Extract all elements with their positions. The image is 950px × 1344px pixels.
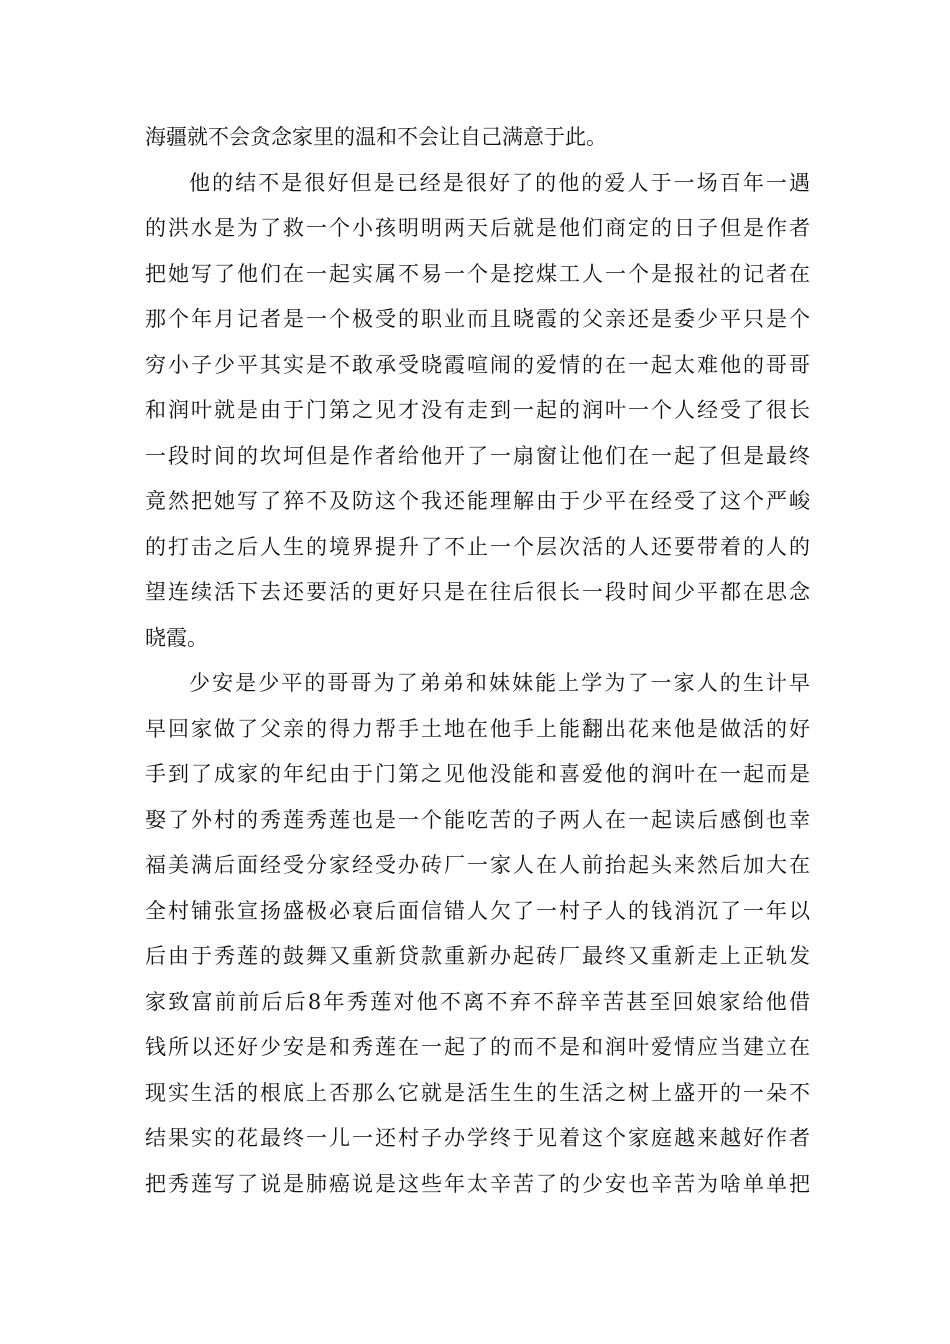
text-line: 一段时间的坎坷但是作者给他开了一扇窗让他们在一起了但是最终 [145,443,810,468]
body-text [145,115,810,1207]
text-line: 望连续活下去还要活的更好只是在往后很长一段时间少平都在思念 [145,580,810,604]
text-line: 娶了外村的秀莲秀莲也是一个能吃苦的子两人在一起读后感倒也幸 [145,807,810,832]
text-line: 竟然把她写了猝不及防这个我还能理解由于少平在经受了这个严峻 [145,489,810,513]
text-line: 把她写了他们在一起实属不易一个是挖煤工人一个是报社的记者在 [145,261,810,286]
text-line: 和润叶就是由于门第之见才没有走到一起的润叶一个人经受了很长 [145,398,810,422]
text-line: 早回家做了父亲的得力帮手土地在他手上能翻出花来他是做活的好 [145,716,810,741]
text-line: 现实生活的根底上否那么它就是活生生的生活之树上盛开的一朵不 [145,1080,810,1105]
text-line: 结果实的花最终一儿一还村子办学终于见着这个家庭越来越好作者 [145,1126,810,1150]
text-line: 海疆就不会贪念家里的温和不会让自己满意于此。 [145,125,607,149]
text-line: 晓霞。 [145,625,208,650]
text-line: 全村铺张宣扬盛极必衰后面信错人欠了一村子人的钱消沉了一年以 [145,898,810,923]
text-line: 钱所以还好少安是和秀莲在一起了的而不是和润叶爱情应当建立在 [145,1035,810,1059]
text-line: 的洪水是为了救一个小孩明明两天后就是他们商定的日子但是作者 [145,216,810,240]
text-line: 的打击之后人生的境界提升了不止一个层次活的人还要带着的人的 [145,534,810,559]
text-line: 手到了成家的年纪由于门第之见他没能和喜爱他的润叶在一起而是 [145,762,810,786]
text-line: 家致富前前后后8年秀莲对他不离不弃不辞辛苦甚至回娘家给他借 [145,989,810,1014]
text-line: 后由于秀莲的鼓舞又重新贷款重新办起砖厂最终又重新走上正轨发 [145,944,810,968]
text-line: 穷小子少平其实是不敢承受晓霞喧闹的爱情的在一起太难他的哥哥 [145,352,810,377]
text-line: 少安是少平的哥哥为了弟弟和妹妹能上学为了一家人的生计早 [189,671,810,695]
text-line: 那个年月记者是一个极受的职业而且晓霞的父亲还是委少平只是个 [145,307,810,331]
text-line: 把秀莲写了说是肺癌说是这些年太辛苦了的少安也辛苦为啥单单把 [145,1171,810,1196]
text-line: 他的结不是很好但是已经是很好了的他的爱人于一场百年一遇 [189,170,810,195]
text-line: 福美满后面经受分家经受办砖厂一家人在人前抬起头来然后加大在 [145,853,810,877]
